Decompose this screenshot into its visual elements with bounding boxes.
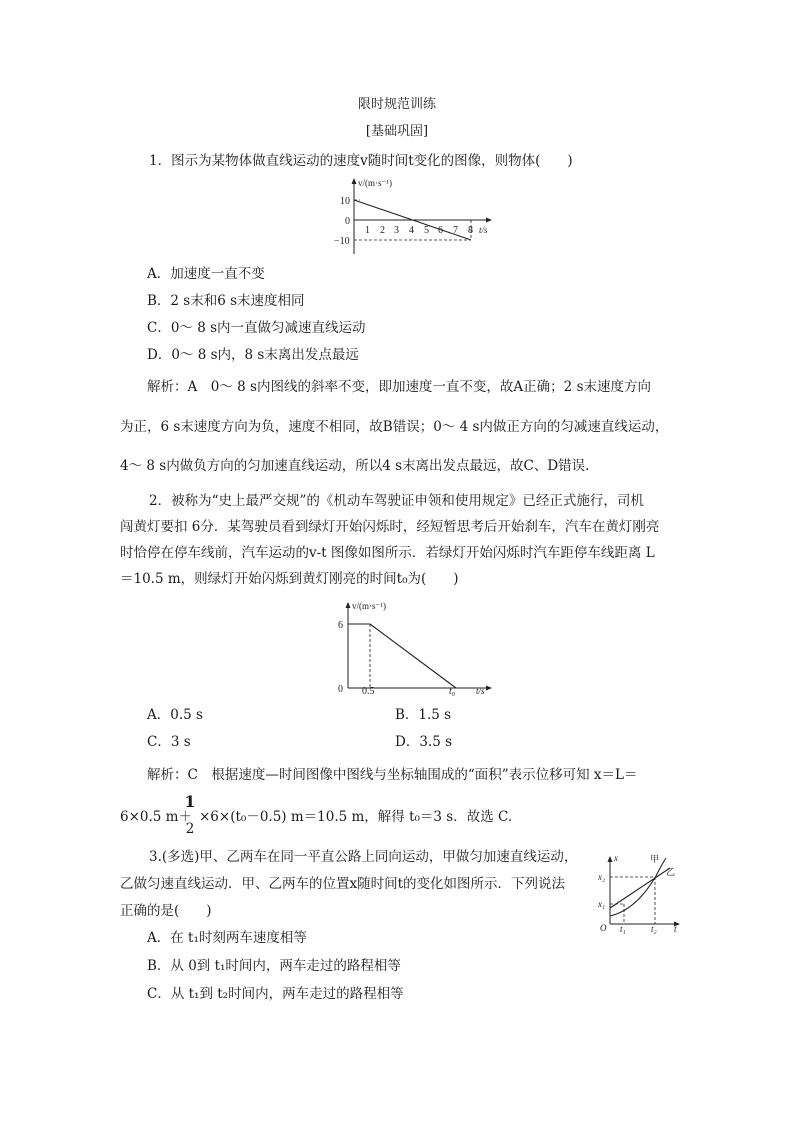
q2-stem-line-2: 闯黄灯要扣 6分．某驾驶员看到绿灯开始闪烁时，经短暂思考后开始刹车，汽车在黄灯刚亮 — [120, 519, 660, 535]
q3-xtick-t1: t₁ — [620, 924, 626, 934]
q1-ytick-10: 10 — [340, 196, 350, 207]
q3-option-c: C．从 t₁到 t₂时间内，两车走过的路程相等 — [147, 986, 404, 1002]
q1-y-label: v/(m·s⁻¹) — [358, 178, 392, 188]
q2-stem-line-1: 2．被称为“史上最严交规”的《机动车驾驶证申领和使用规定》已经正式施行，司机 — [149, 493, 644, 509]
q2-origin-label: 0 — [338, 684, 343, 695]
q1-xtick-5: 5 — [424, 225, 429, 236]
q2-option-c: C．3 s — [147, 734, 191, 750]
q1-xtick-8: 8 — [468, 225, 473, 236]
q2-option-a: A．0.5 s — [147, 707, 203, 723]
q1-analysis-line-3: 4～ 8 s内做负方向的匀加速直线运动，所以4 s末离出发点最远，故C、D错误. — [120, 458, 590, 474]
q1-xtick-3: 3 — [394, 225, 399, 236]
q3-series-jia — [610, 858, 666, 916]
q2-option-b: B．1.5 s — [395, 707, 452, 723]
q1-option-b: B．2 s末和6 s末速度相同 — [147, 293, 305, 309]
q2-vt-graph — [330, 598, 500, 698]
q3-xt-graph — [596, 852, 686, 934]
q2-fraction-denominator: 2 — [185, 821, 195, 837]
q1-xtick-6: 6 — [438, 225, 443, 236]
q1-stem: 1．图示为某物体做直线运动的速度v随时间t变化的图像，则物体( ) — [149, 153, 573, 169]
q3-series-yi — [610, 868, 670, 908]
q2-ytick-6: 6 — [338, 620, 343, 631]
q1-xtick-1: 1 — [365, 225, 370, 236]
q3-stem-line-3: 正确的是( ) — [120, 903, 212, 919]
q3-option-a: A．在 t₁时刻两车速度相等 — [147, 930, 307, 946]
q3-stem-line-2: 乙做匀速直线运动．甲、乙两车的位置x随时间t的变化如图所示．下列说法 — [120, 876, 566, 892]
q2-option-d: D．3.5 s — [395, 734, 453, 750]
q2-stem-line-3: 时恰停在停车线前，汽车运动的v-t 图像如图所示．若绿灯开始闪烁时汽车距停车线距离 L — [120, 545, 655, 561]
q2-analysis-line-2-pre: 6×0.5 m＋ — [120, 809, 192, 825]
q3-y-label: x — [614, 853, 618, 863]
q2-fraction-numerator: 1 — [184, 792, 196, 811]
q2-xtick-t0: t₀ — [449, 686, 456, 697]
q2-x-label: t/s — [476, 686, 485, 696]
q2-y-arrow — [346, 602, 351, 608]
q2-fraction-bar — [183, 815, 197, 816]
q2-analysis-fraction — [183, 792, 197, 837]
q3-x-label: t — [674, 924, 677, 934]
q2-y-label: v/(m·s⁻¹) — [352, 601, 386, 611]
q2-analysis-line-2-post: ×6×(t₀－0.5) m＝10.5 m，解得 t₀＝3 s．故选 C. — [199, 809, 513, 825]
section-heading: [基础巩固] — [365, 124, 429, 139]
q1-analysis-line-2: 为正，6 s末速度方向为负，速度不相同，故B错误；0～ 4 s内做正方向的匀减速直线运动， — [120, 419, 669, 435]
q1-option-d: D．0～ 8 s内，8 s末离出发点最远 — [147, 347, 359, 363]
q3-xtick-t2: t₂ — [651, 924, 657, 934]
q2-xtick-0-5: 0.5 — [362, 686, 375, 697]
page-title: 限时规范训练 — [357, 97, 436, 112]
q2-x-arrow — [486, 686, 492, 691]
q1-xtick-2: 2 — [380, 225, 385, 236]
q1-option-a: A．加速度一直不变 — [147, 266, 265, 282]
q1-vt-graph — [330, 176, 500, 261]
q3-label-jia: 甲 — [650, 854, 660, 864]
q1-x-arrow — [486, 218, 492, 223]
q3-option-b: B．从 0到 t₁时间内，两车走过的路程相等 — [147, 958, 401, 974]
q1-option-c: C．0～ 8 s内一直做匀减速直线运动 — [147, 320, 366, 336]
q2-stem-line-4: ＝10.5 m，则绿灯开始闪烁到黄灯刚亮的时间t₀为( ) — [120, 571, 459, 587]
q1-ytick-neg10: −10 — [334, 236, 350, 247]
q2-series-decline — [370, 624, 456, 688]
q2-analysis-line-1: 解析：C 根据速度—时间图像中图线与坐标轴围成的“面积”表示位移可知 x＝L＝ — [147, 767, 638, 783]
q3-ytick-x2: x₂ — [598, 872, 606, 882]
q3-label-yi: 乙 — [666, 867, 676, 877]
q3-origin-label: O — [600, 923, 607, 933]
q1-x-label: t/s — [479, 225, 488, 235]
q1-ytick-0: 0 — [345, 216, 350, 227]
q1-xtick-7: 7 — [453, 225, 458, 236]
q3-y-arrow — [608, 856, 613, 862]
q1-y-arrow — [352, 178, 357, 184]
q3-ytick-x1: x₁ — [598, 899, 606, 909]
q3-stem-line-1: 3.(多选)甲、乙两车在同一平直公路上同向运动，甲做匀加速直线运动， — [149, 849, 578, 865]
q1-xtick-4: 4 — [409, 225, 414, 236]
q1-analysis-line-1: 解析：A 0～ 8 s内图线的斜率不变，即加速度一直不变，故A正确；2 s末速度方向 — [147, 379, 651, 395]
